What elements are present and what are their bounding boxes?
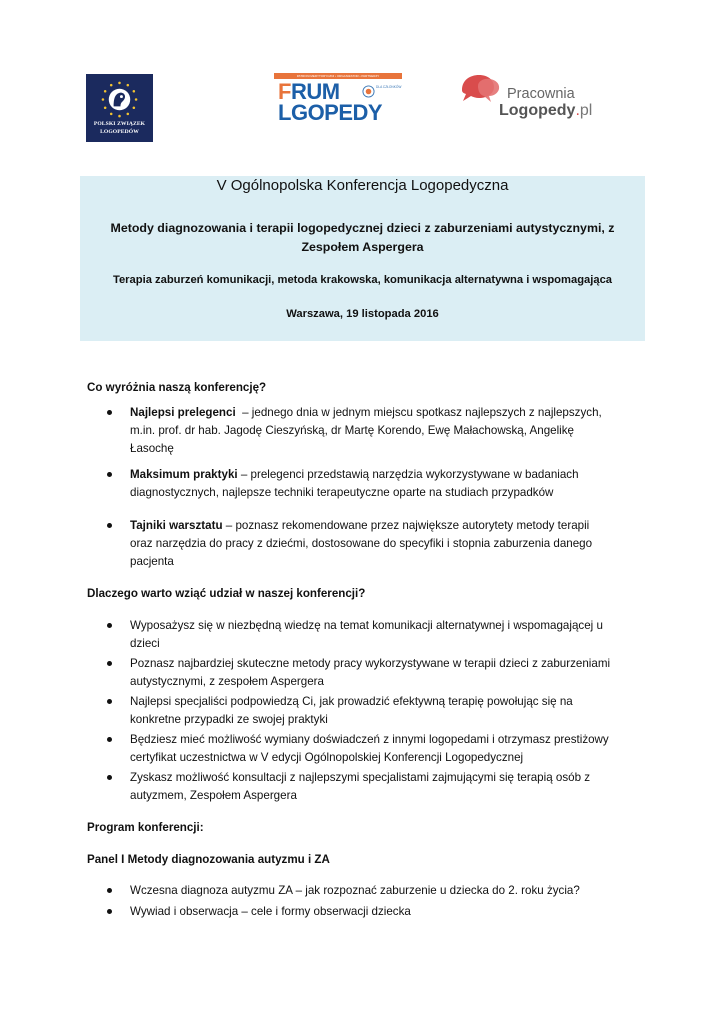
pracownia-logo-line1: Pracownia	[507, 86, 575, 102]
bullet-icon	[107, 472, 112, 477]
conference-date: Warszawa, 19 listopada 2016	[286, 308, 439, 320]
list-item: Maksimum praktyki – prelegenci przedstawią narzędzia wykorzystywane w badaniach diagnostycznych, najlepsze techniki terapeutyczne oparte na studiach przypadków	[107, 466, 647, 504]
list-item: Najlepsi specjaliści podpowiedzą Ci, jak prowadzić efektywną terapię powołując się na konkretne przypadki ze swojej praktyki	[107, 693, 647, 731]
forum-logopedy-logo	[272, 73, 402, 125]
bullet-icon	[107, 888, 112, 893]
conference-subtitle-1: Metody diagnozowania i terapii logopedycznej dzieci z zaburzeniami autystycznymi, z Zespołem Aspergera	[110, 221, 615, 254]
list-item: Poznasz najbardziej skuteczne metody pracy wykorzystywane w terapii dzieci z zaburzeniami autystycznymi, z zespołem Aspergera	[107, 655, 647, 693]
forum-badge-text: DLA CZŁONKÓW	[376, 85, 402, 89]
forum-logo-word1: FRUM	[278, 79, 340, 104]
list-item: Wyposażysz się w niezbędną wiedzę na temat komunikacji alternatywnej i wspomagającej u dzieci	[107, 617, 647, 655]
list-item: Tajniki warsztatu – poznasz rekomendowane przez największe autorytety metody terapii oraz narzędzia do pracy z dziećmi, dostosowane do specyfiki i stopnia zaburzenia danego pacjenta	[107, 517, 647, 573]
pracownia-logo-line2: Logopedy.pl	[499, 102, 593, 119]
bullet-icon	[107, 661, 112, 666]
bullet-icon	[107, 699, 112, 704]
list-item: Najlepsi prelegenci – jednego dnia w jednym miejscu spotkasz najlepszych z najlepszych, m.in. prof. dr hab. Jagodę Cieszyńską, dr Martę Korendo, Ewę Małachowską, Angelikę Łasochę	[107, 404, 647, 460]
pzl-logo	[86, 74, 153, 142]
section-heading-highlights: Co wyróżnia naszą konferencję?	[87, 381, 267, 394]
pzl-emblem-icon	[100, 80, 139, 119]
section-heading-program: Program konferencji:	[87, 821, 204, 834]
pzl-logo-line2: LOGOPEDÓW	[100, 129, 139, 135]
conference-header-box	[80, 176, 645, 341]
forum-badge-icon	[362, 85, 375, 98]
bullet-icon	[107, 775, 112, 780]
list-item: Zyskasz możliwość konsultacji z najlepszymi specjalistami zajmującymi się terapią osób z autyzmem, Zespołem Aspergera	[107, 769, 647, 807]
pracownia-logopedy-logo	[458, 72, 593, 124]
conference-subtitle-2: Terapia zaburzeń komunikacji, metoda krakowska, komunikacja alternatywna i wspomagająca	[112, 274, 613, 286]
bullet-icon	[107, 909, 112, 914]
bullet-icon	[107, 623, 112, 628]
forum-logo-bar: PATRONI MERYTORYCZNI • ORGANIZATOR • PARTNERZY	[274, 73, 402, 79]
list-item: Wczesna diagnoza autyzmu ZA – jak rozpoznać zaburzenie u dziecka do 2. roku życia?	[107, 882, 647, 900]
pzl-logo-line1: POLSKI ZWIĄZEK	[93, 121, 146, 127]
bullet-icon	[107, 523, 112, 528]
bullet-icon	[107, 737, 112, 742]
speech-bubbles-icon	[458, 72, 502, 106]
forum-logo-word2: LGOPEDY	[278, 100, 383, 125]
panel-heading: Panel I Metody diagnozowania autyzmu i ZA	[87, 853, 330, 866]
bullet-icon	[107, 410, 112, 415]
section-heading-why-attend: Dlaczego warto wziąć udział w naszej konferencji?	[87, 587, 366, 600]
conference-title: V Ogólnopolska Konferencja Logopedyczna	[216, 177, 509, 194]
list-item: Wywiad i obserwacja – cele i formy obserwacji dziecka	[107, 903, 647, 921]
list-item: Będziesz mieć możliwość wymiany doświadczeń z innymi logopedami i otrzymasz prestiżowy certyfikat uczestnictwa w V edycji Ogólnopolskiej Konferencji Logopedycznej	[107, 731, 647, 769]
